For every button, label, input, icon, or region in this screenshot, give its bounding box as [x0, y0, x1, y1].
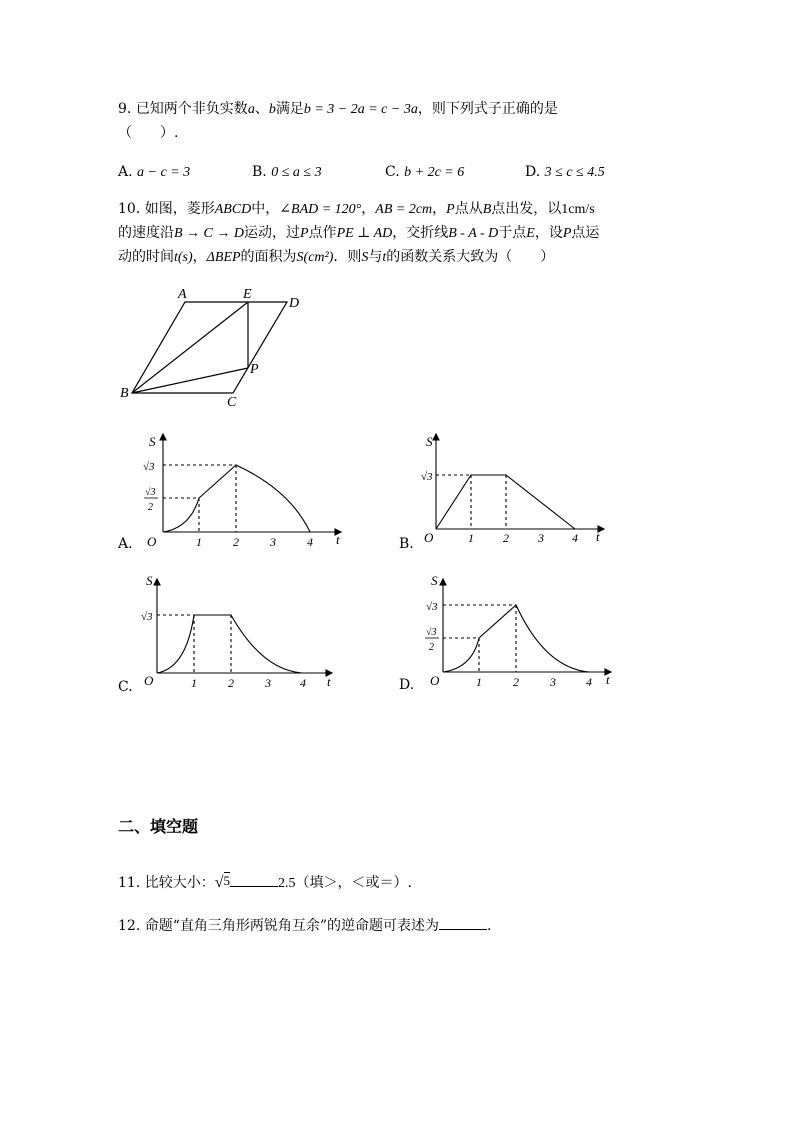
text: ，	[361, 201, 376, 217]
q9-var-b: b	[268, 102, 276, 117]
point-e: E	[526, 226, 535, 241]
q9-stem-text: 已知两个非负实数	[135, 101, 248, 117]
y-label-top: √3	[141, 611, 153, 623]
text: 与	[368, 249, 383, 265]
option-expr: 3 ≤ c ≤ 4.5	[544, 165, 605, 180]
q11-value: 2.5	[278, 876, 296, 891]
option-label: D.	[525, 164, 541, 180]
q9-paren: （ ）.	[118, 125, 179, 141]
point-p: P	[300, 226, 309, 241]
point-p: P	[446, 202, 455, 217]
tick-label: 1	[468, 531, 474, 545]
rhombus-name: ABCD	[214, 202, 252, 217]
axis-label-s: S	[149, 434, 156, 449]
y-arrow	[440, 579, 446, 585]
axis-label-s: S	[426, 434, 433, 449]
origin-label: O	[147, 534, 157, 549]
q9-stem-text-2: 满足	[275, 101, 304, 117]
text: 运动，过	[244, 225, 300, 241]
path-expr: B → C → D	[174, 226, 244, 241]
y-label-mid-num: √3	[426, 627, 437, 638]
side-expr: AB = 2cm	[375, 202, 433, 217]
tick-label: 2	[233, 535, 239, 549]
fold-expr: B - A - D	[448, 226, 499, 241]
tick-label: 2	[513, 675, 519, 689]
tick-label: 4	[572, 531, 578, 545]
tick-label: 1	[196, 535, 202, 549]
var-s: S	[361, 250, 369, 265]
graph-a-label: A.	[118, 536, 133, 552]
y-label-mid-den: 2	[429, 642, 434, 653]
label-b: B	[120, 386, 129, 401]
q9-stem-text-3: ，则下列式子正确的是	[417, 101, 558, 117]
q12-answer-blank[interactable]	[439, 915, 487, 930]
option-expr: b + 2c = 6	[404, 165, 465, 180]
tick-label: 1	[191, 676, 197, 690]
point-p: P	[562, 226, 572, 241]
perp-expr: PE ⊥ AD	[336, 226, 393, 241]
option-expr: a − c = 3	[137, 165, 191, 180]
q12	[118, 915, 492, 935]
q12-text: 命题“直角三角形两锐角互余”的逆命题可表述为	[144, 918, 440, 934]
text: 动的时间	[118, 249, 174, 265]
axis-label-t: t	[336, 532, 340, 547]
y-label-top: √3	[421, 471, 433, 483]
q11-text: 比较大小：	[144, 875, 215, 891]
time-expr: t(s)	[174, 250, 193, 265]
tick-label: 4	[307, 535, 313, 549]
axis-label-t: t	[327, 674, 331, 689]
q9-var-a: a	[247, 102, 255, 117]
point-b: B	[482, 202, 492, 217]
text: 于点	[498, 225, 527, 241]
origin-label: O	[424, 530, 434, 545]
speed-expr: 1cm/s	[561, 202, 595, 217]
label-e: E	[243, 287, 252, 302]
triangle-expr: ΔBEP	[206, 250, 241, 265]
graph-c-label: C.	[118, 679, 133, 695]
q11-answer-blank[interactable]	[230, 872, 278, 887]
option-label: C.	[385, 164, 400, 180]
q10-number: 10.	[118, 201, 141, 217]
text: ，	[432, 201, 447, 217]
tick-label: 3	[270, 535, 276, 549]
var-t: t	[382, 250, 387, 265]
text: ，	[192, 249, 207, 265]
text: 如图，菱形	[144, 201, 215, 217]
q11	[118, 872, 412, 893]
label-d: D	[289, 296, 300, 311]
q12-number: 12.	[118, 918, 141, 934]
tick-label: 4	[300, 676, 306, 690]
y-label-mid-den: 2	[148, 502, 153, 513]
q12-end: .	[487, 918, 492, 934]
tick-label: 3	[265, 676, 271, 690]
y-label-top: √3	[426, 601, 438, 613]
text: 的面积为	[240, 249, 297, 265]
radicand: 5	[223, 873, 230, 888]
sqrt-sign: √	[214, 874, 224, 891]
tick-label: 1	[476, 675, 482, 689]
text: ．则	[333, 249, 362, 265]
area-expr: S(cm²)	[296, 250, 334, 265]
angle-expr: ∠BAD = 120°	[279, 202, 362, 217]
origin-label: O	[144, 673, 154, 688]
graph-d-label: D.	[399, 677, 415, 693]
option-label: B.	[252, 164, 267, 180]
q9-equation: b = 3 − 2a = c − 3a	[303, 102, 418, 117]
text: 点运	[571, 225, 600, 241]
label-c: C	[227, 395, 237, 410]
q11-text-2: （填＞，＜或＝）.	[295, 875, 412, 891]
section-title: 二、填空题	[118, 817, 199, 836]
tick-label: 3	[550, 675, 556, 689]
origin-label: O	[430, 673, 440, 688]
text: 的速度沿	[118, 225, 174, 241]
label-a: A	[178, 287, 187, 302]
axis-label-s: S	[431, 573, 438, 588]
text: 中，	[251, 201, 280, 217]
text: ，设	[534, 225, 563, 241]
label-p: P	[250, 362, 259, 377]
text: 的函数关系大致为（ ）	[386, 249, 555, 265]
text: ，交折线	[392, 225, 449, 241]
tick-label: 2	[503, 531, 509, 545]
q11-number: 11.	[118, 875, 141, 891]
tick-label: 4	[586, 675, 592, 689]
text: 点作	[308, 225, 337, 241]
text: 点从	[454, 201, 483, 217]
q9-number: 9.	[118, 101, 132, 117]
y-label-mid-num: √3	[145, 487, 156, 498]
text: 点出发，以	[491, 201, 562, 217]
q9-separator: 、	[254, 101, 269, 117]
axis-label-t: t	[596, 529, 600, 544]
axis-label-t: t	[606, 672, 610, 687]
option-label: A.	[118, 164, 133, 180]
y-label-top: √3	[143, 461, 155, 473]
axis-label-s: S	[146, 573, 153, 588]
tick-label: 2	[228, 676, 234, 690]
option-expr: 0 ≤ a ≤ 3	[271, 165, 322, 180]
tick-label: 3	[538, 531, 544, 545]
graph-b-label: B.	[399, 536, 414, 552]
